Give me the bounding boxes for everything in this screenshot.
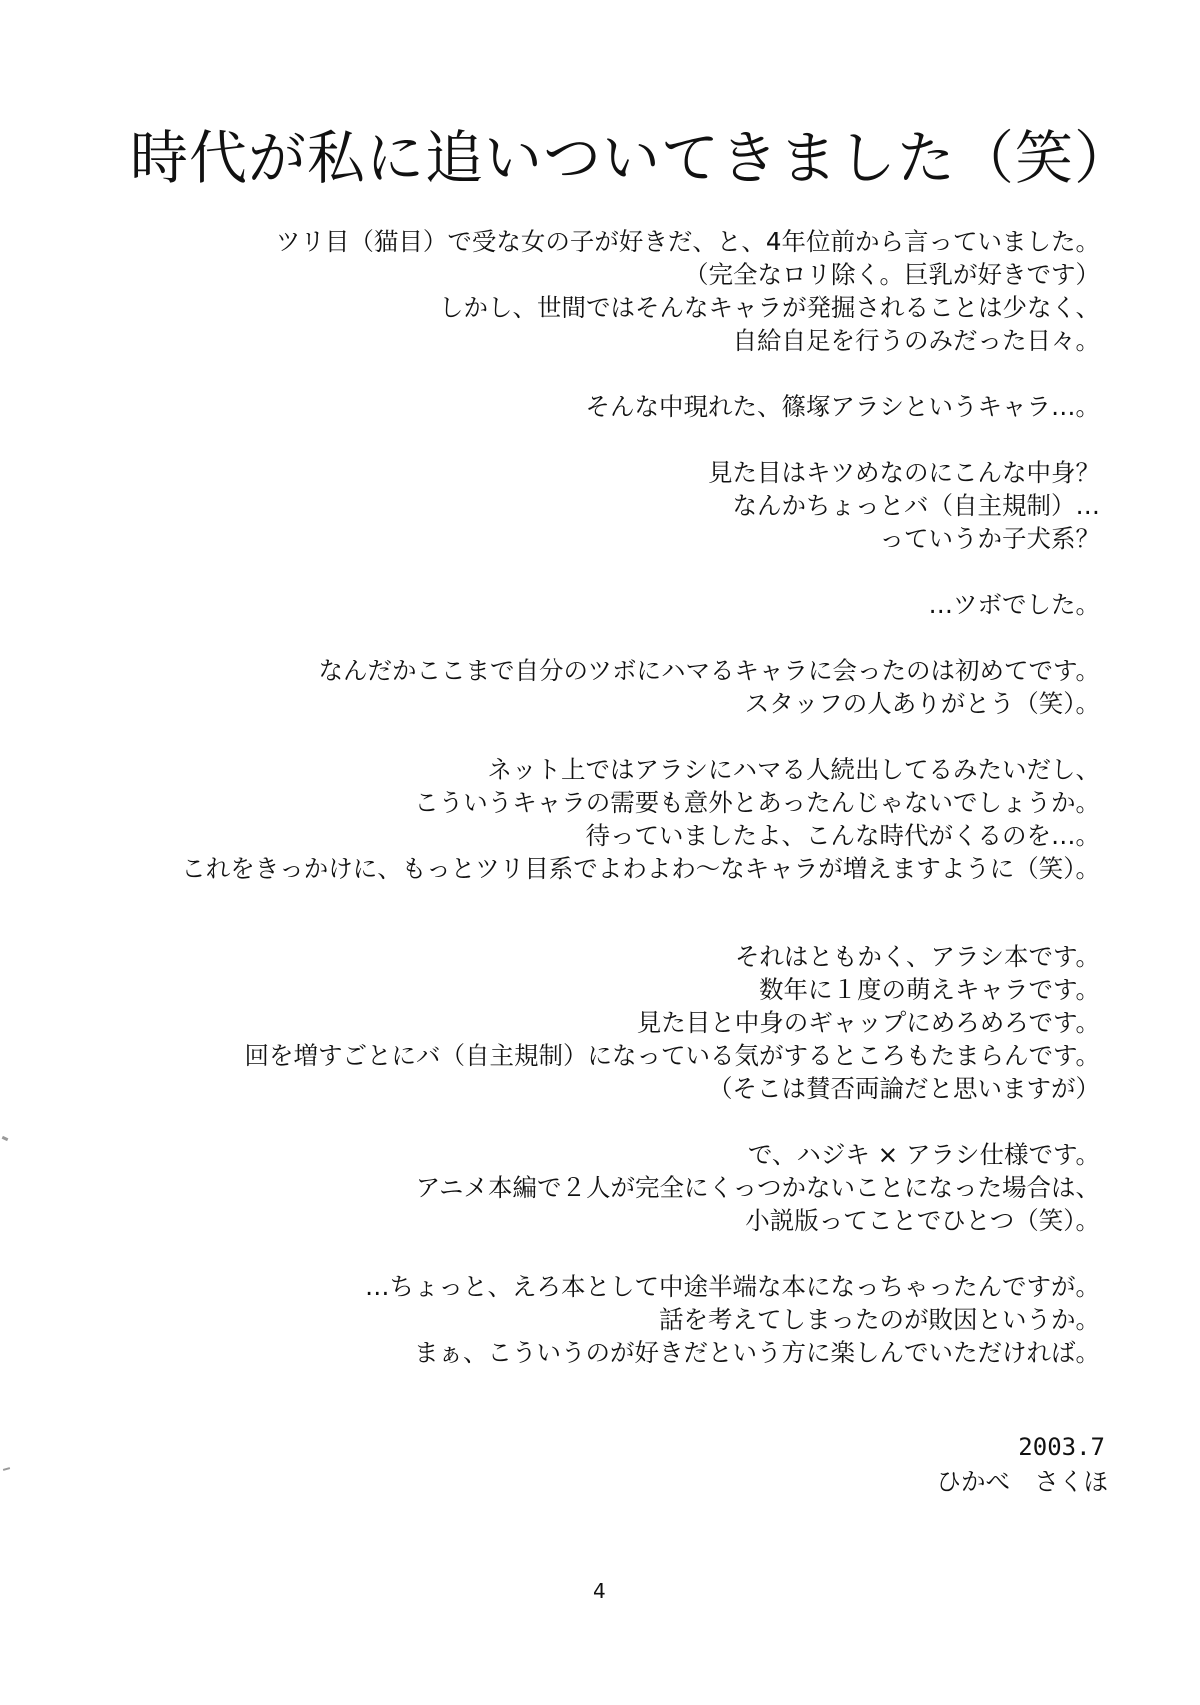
author-name: ひかべ さくほ xyxy=(936,1467,1108,1496)
text-line: 話を考えてしまったのが敗因というか。 xyxy=(659,1305,1100,1334)
date: 2003.7 xyxy=(1018,1433,1105,1461)
text-line: 小説版ってことでひとつ（笑）。 xyxy=(745,1206,1100,1235)
page-title: 時代が私に追いついてきました（笑） xyxy=(130,124,1134,192)
text-line: 見た目と中身のギャップにめろめろです。 xyxy=(636,1008,1100,1037)
text-line: っていうか子犬系？ xyxy=(879,524,1100,553)
text-line: こういうキャラの需要も意外とあったんじゃないでしょうか。 xyxy=(414,788,1100,817)
text-line: なんかちょっとバ（自主規制）… xyxy=(732,491,1100,520)
text-line: 数年に１度の萌えキャラです。 xyxy=(758,975,1100,1004)
text-line: …ちょっと、えろ本として中途半端な本になっちゃったんですが。 xyxy=(365,1272,1100,1301)
text-line: …ツボでした。 xyxy=(928,590,1100,619)
text-line: ネット上ではアラシにハマる人続出してるみたいだし、 xyxy=(487,755,1100,784)
text-line: まぁ、こういうのが好きだという方に楽しんでいただければ。 xyxy=(414,1338,1100,1367)
text-line: アニメ本編で２人が完全にくっつかないことになった場合は、 xyxy=(415,1173,1100,1202)
scan-speck xyxy=(2,1136,9,1141)
text-line: なんだかここまで自分のツボにハマるキャラに会ったのは初めてです。 xyxy=(318,656,1100,685)
text-line: 見た目はキツめなのにこんな中身？ xyxy=(708,458,1100,487)
text-line: （そこは賛否両論だと思いますが） xyxy=(708,1074,1100,1103)
text-line: （完全なロリ除く。巨乳が好きです） xyxy=(683,260,1100,289)
text-line: 自給自足を行うのみだった日々。 xyxy=(732,326,1100,355)
text-line: しかし、世間ではそんなキャラが発掘されることは少なく、 xyxy=(438,293,1100,322)
text-line: 回を増すごとにバ（自主規制）になっている気がするところもたまらんです。 xyxy=(244,1041,1100,1070)
scan-speck xyxy=(3,1467,10,1471)
text-line: それはともかく、アラシ本です。 xyxy=(734,942,1100,971)
text-line: で、ハジキ × アラシ仕様です。 xyxy=(747,1140,1100,1169)
text-line: これをきっかけに、もっとツリ目系でよわよわ～なキャラが増えますように（笑）。 xyxy=(181,854,1100,883)
text-line: ツリ目（猫目）で受な女の子が好きだ、と、4年位前から言っていました。 xyxy=(275,227,1100,256)
text-line: スタッフの人ありがとう（笑）。 xyxy=(744,689,1100,718)
text-line: そんな中現れた、篠塚アラシというキャラ…。 xyxy=(585,392,1100,421)
text-line: 待っていましたよ、こんな時代がくるのを…。 xyxy=(585,821,1100,850)
page-number: 4 xyxy=(593,1579,606,1603)
